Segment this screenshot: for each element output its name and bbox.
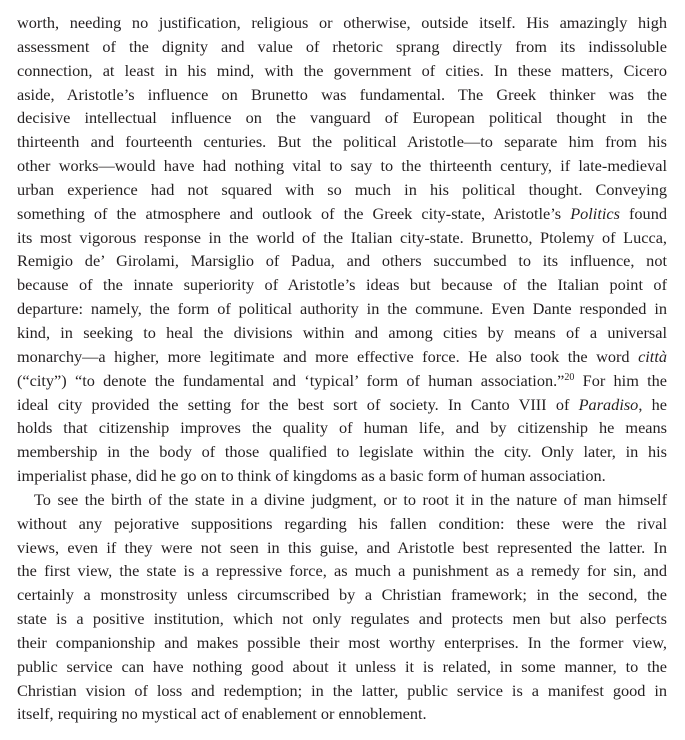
text-line: aside, Aristotle’s influence on Brunetto was fundamental. The Greek thinker was the [17, 84, 667, 104]
text-line: holds that citizenship improves the quality of human life, and by citizenship he means [17, 418, 667, 438]
text-line: state is a positive institution, which not only regulates and protects men but also perfects [17, 609, 667, 629]
text-line: assessment of the dignity and value of rhetoric sprang directly from its indissoluble [17, 36, 667, 56]
text-line: decisive intellectual influence on the vanguard of European political thought in the [17, 108, 667, 128]
text-line: without any pejorative suppositions regarding his fallen condition: these were the rival [17, 513, 667, 533]
text-line: Remigio de’ Girolami, Marsiglio of Padua, and others succumbed to its influence, not [17, 251, 667, 271]
text-line: other works—would have had nothing vital to say to the thirteenth century, if late-medieval [17, 156, 667, 176]
text-line: kind, in seeking to heal the divisions within and among cities by means of a universal [17, 322, 667, 342]
italic-term: Politics [570, 203, 620, 223]
text-line: its most vigorous response in the world of the Italian city-state. Brunetto, Ptolemy of Lucca, [17, 227, 667, 247]
text-line: the first view, the state is a repressive force, as much a punishment as a remedy for sin, and [17, 561, 667, 581]
text-line: views, even if they were not seen in this guise, and Aristotle best represented the latter. In [17, 537, 667, 557]
text-line: because of the innate superiority of Aristotle’s ideas but because of the Italian point of [17, 275, 667, 295]
text-line: departure: namely, the form of political authority in the commune. Even Dante responded in [17, 299, 667, 319]
text-line: their companionship and makes possible their most worthy enterprises. In the former view, [17, 632, 667, 652]
text-line: imperialist phase, did he go on to think of kingdoms as a basic form of human association. [17, 466, 606, 486]
text-line: certainly a monstrosity unless circumscribed by a Christian framework; in the second, the [17, 585, 667, 605]
text-line: urban experience had not squared with so much in his political thought. Conveying [17, 179, 667, 199]
text-line: To see the birth of the state in a divine judgment, or to root it in the nature of man himself [34, 489, 667, 509]
body-text [17, 11, 667, 726]
text-line: membership in the body of those qualified to legislate within the city. Only later, in his [17, 442, 667, 462]
text-line: (“city”) “to denote the fundamental and ‘typical’ form of human association.”$^{20}$ For him the [17, 370, 668, 390]
text-line: thirteenth and fourteenth centuries. But the political Aristotle—to separate him from his [17, 132, 667, 152]
text-line: something of the atmosphere and outlook of the Greek city-state, Aristotle’s Politics found [17, 203, 667, 223]
paragraph [17, 11, 667, 488]
text-line: worth, needing no justification, religious or otherwise, outside itself. His amazingly high [17, 13, 667, 32]
paragraph [17, 488, 667, 726]
text-line: monarchy—a higher, more legitimate and more effective force. He also took the word città [17, 346, 667, 366]
footnote-reference[interactable]: 20 [564, 371, 575, 383]
italic-term: Paradiso [578, 394, 639, 414]
text-line: ideal city provided the setting for the best sort of society. In Canto VIII of Paradiso, he [17, 394, 667, 414]
text-line: connection, at least in his mind, with the government of cities. In these matters, Cicero [17, 60, 667, 80]
text-line: itself, requiring no mystical act of enablement or ennoblement. [17, 704, 427, 724]
italic-term: città [638, 346, 667, 366]
text-line: public service can have nothing good about it unless it is related, in some manner, to the [17, 656, 667, 676]
text-line: Christian vision of loss and redemption; in the latter, public service is a manifest good in [17, 680, 667, 700]
